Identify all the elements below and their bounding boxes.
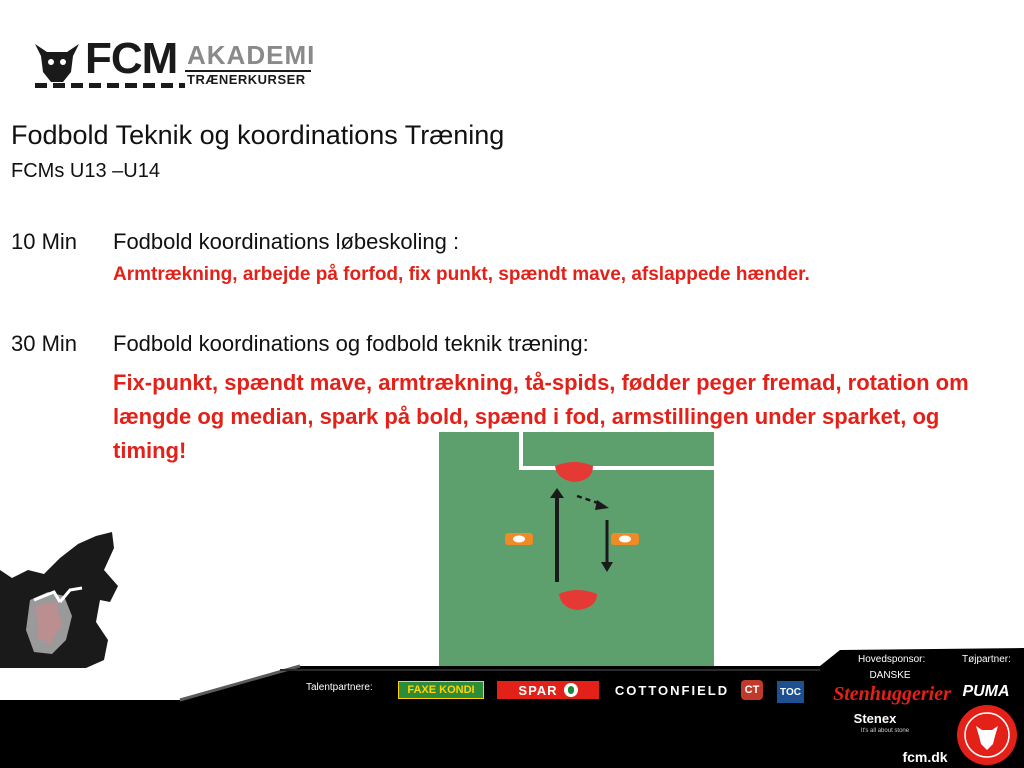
faxe-kondi-logo: FAXE KONDI [398,681,484,699]
fc-midtjylland-crest-icon [956,704,1018,766]
logo-akademi-text: AKADEMI [187,40,316,70]
session-1-heading: Fodbold koordinations løbeskoling : [113,229,460,254]
session-1-details: Armtrækning, arbejde på forfod, fix punkt, spændt mave, afslappede hænder. [113,264,810,285]
bull-icon [33,42,81,84]
pitch-boundary-line [521,432,714,468]
down-arrow-icon [601,520,613,572]
diagonal-dashed-arrow-icon [577,496,609,510]
main-sponsor-label: Hovedsponsor: [858,654,926,665]
spar-text: SPAR [518,682,558,698]
clothing-partner-label: Tøjpartner: [962,654,1011,665]
right-orange-marker-icon [611,533,639,545]
logo-fcm-text: FCM [85,34,178,83]
pitch-diagram [439,432,714,667]
page-title: Fodbold Teknik og koordinations Træning [11,120,505,150]
left-orange-marker-icon [505,533,533,545]
spar-logo [497,681,599,699]
cottonfield-logo: COTTONFIELD [614,682,730,698]
session-2-heading: Fodbold koordinations og fodbold teknik træning: [113,331,589,356]
spar-leaf-icon [564,683,578,697]
stenex-logo: Stenex [853,710,897,726]
session-2-duration: 30 Min [11,331,78,356]
puma-logo: PUMA [962,683,1010,700]
up-arrow-icon [550,488,564,582]
toc-logo: TOC [777,681,804,703]
session-1-duration: 10 Min [11,229,78,254]
cottonfield-badge-icon: CT [741,680,763,700]
stenex-tagline: It's all about stone [860,728,910,734]
logo-kursus-text: TRÆNERKURSER [187,72,306,87]
stenhuggerier-logo: Stenhuggerier [833,682,951,705]
danske-text: DANSKE [869,669,911,681]
page-subtitle: FCMs U13 –U14 [11,160,160,182]
logo-dashes [35,83,185,88]
talent-partners-label: Talentpartnere: [306,682,373,693]
fcm-dk-link[interactable]: fcm.dk [902,749,948,765]
top-red-cone-icon [555,462,593,482]
session-2-details: Fix-punkt, spændt mave, armtrækning, tå-spids, fødder peger fremad, rotation om længde og median, spark på bold, spænd i fod, armstillingen under sparket, og timing! [113,370,969,463]
fcm-akademi-logo [33,34,316,92]
bottom-red-cone-icon [559,590,597,610]
